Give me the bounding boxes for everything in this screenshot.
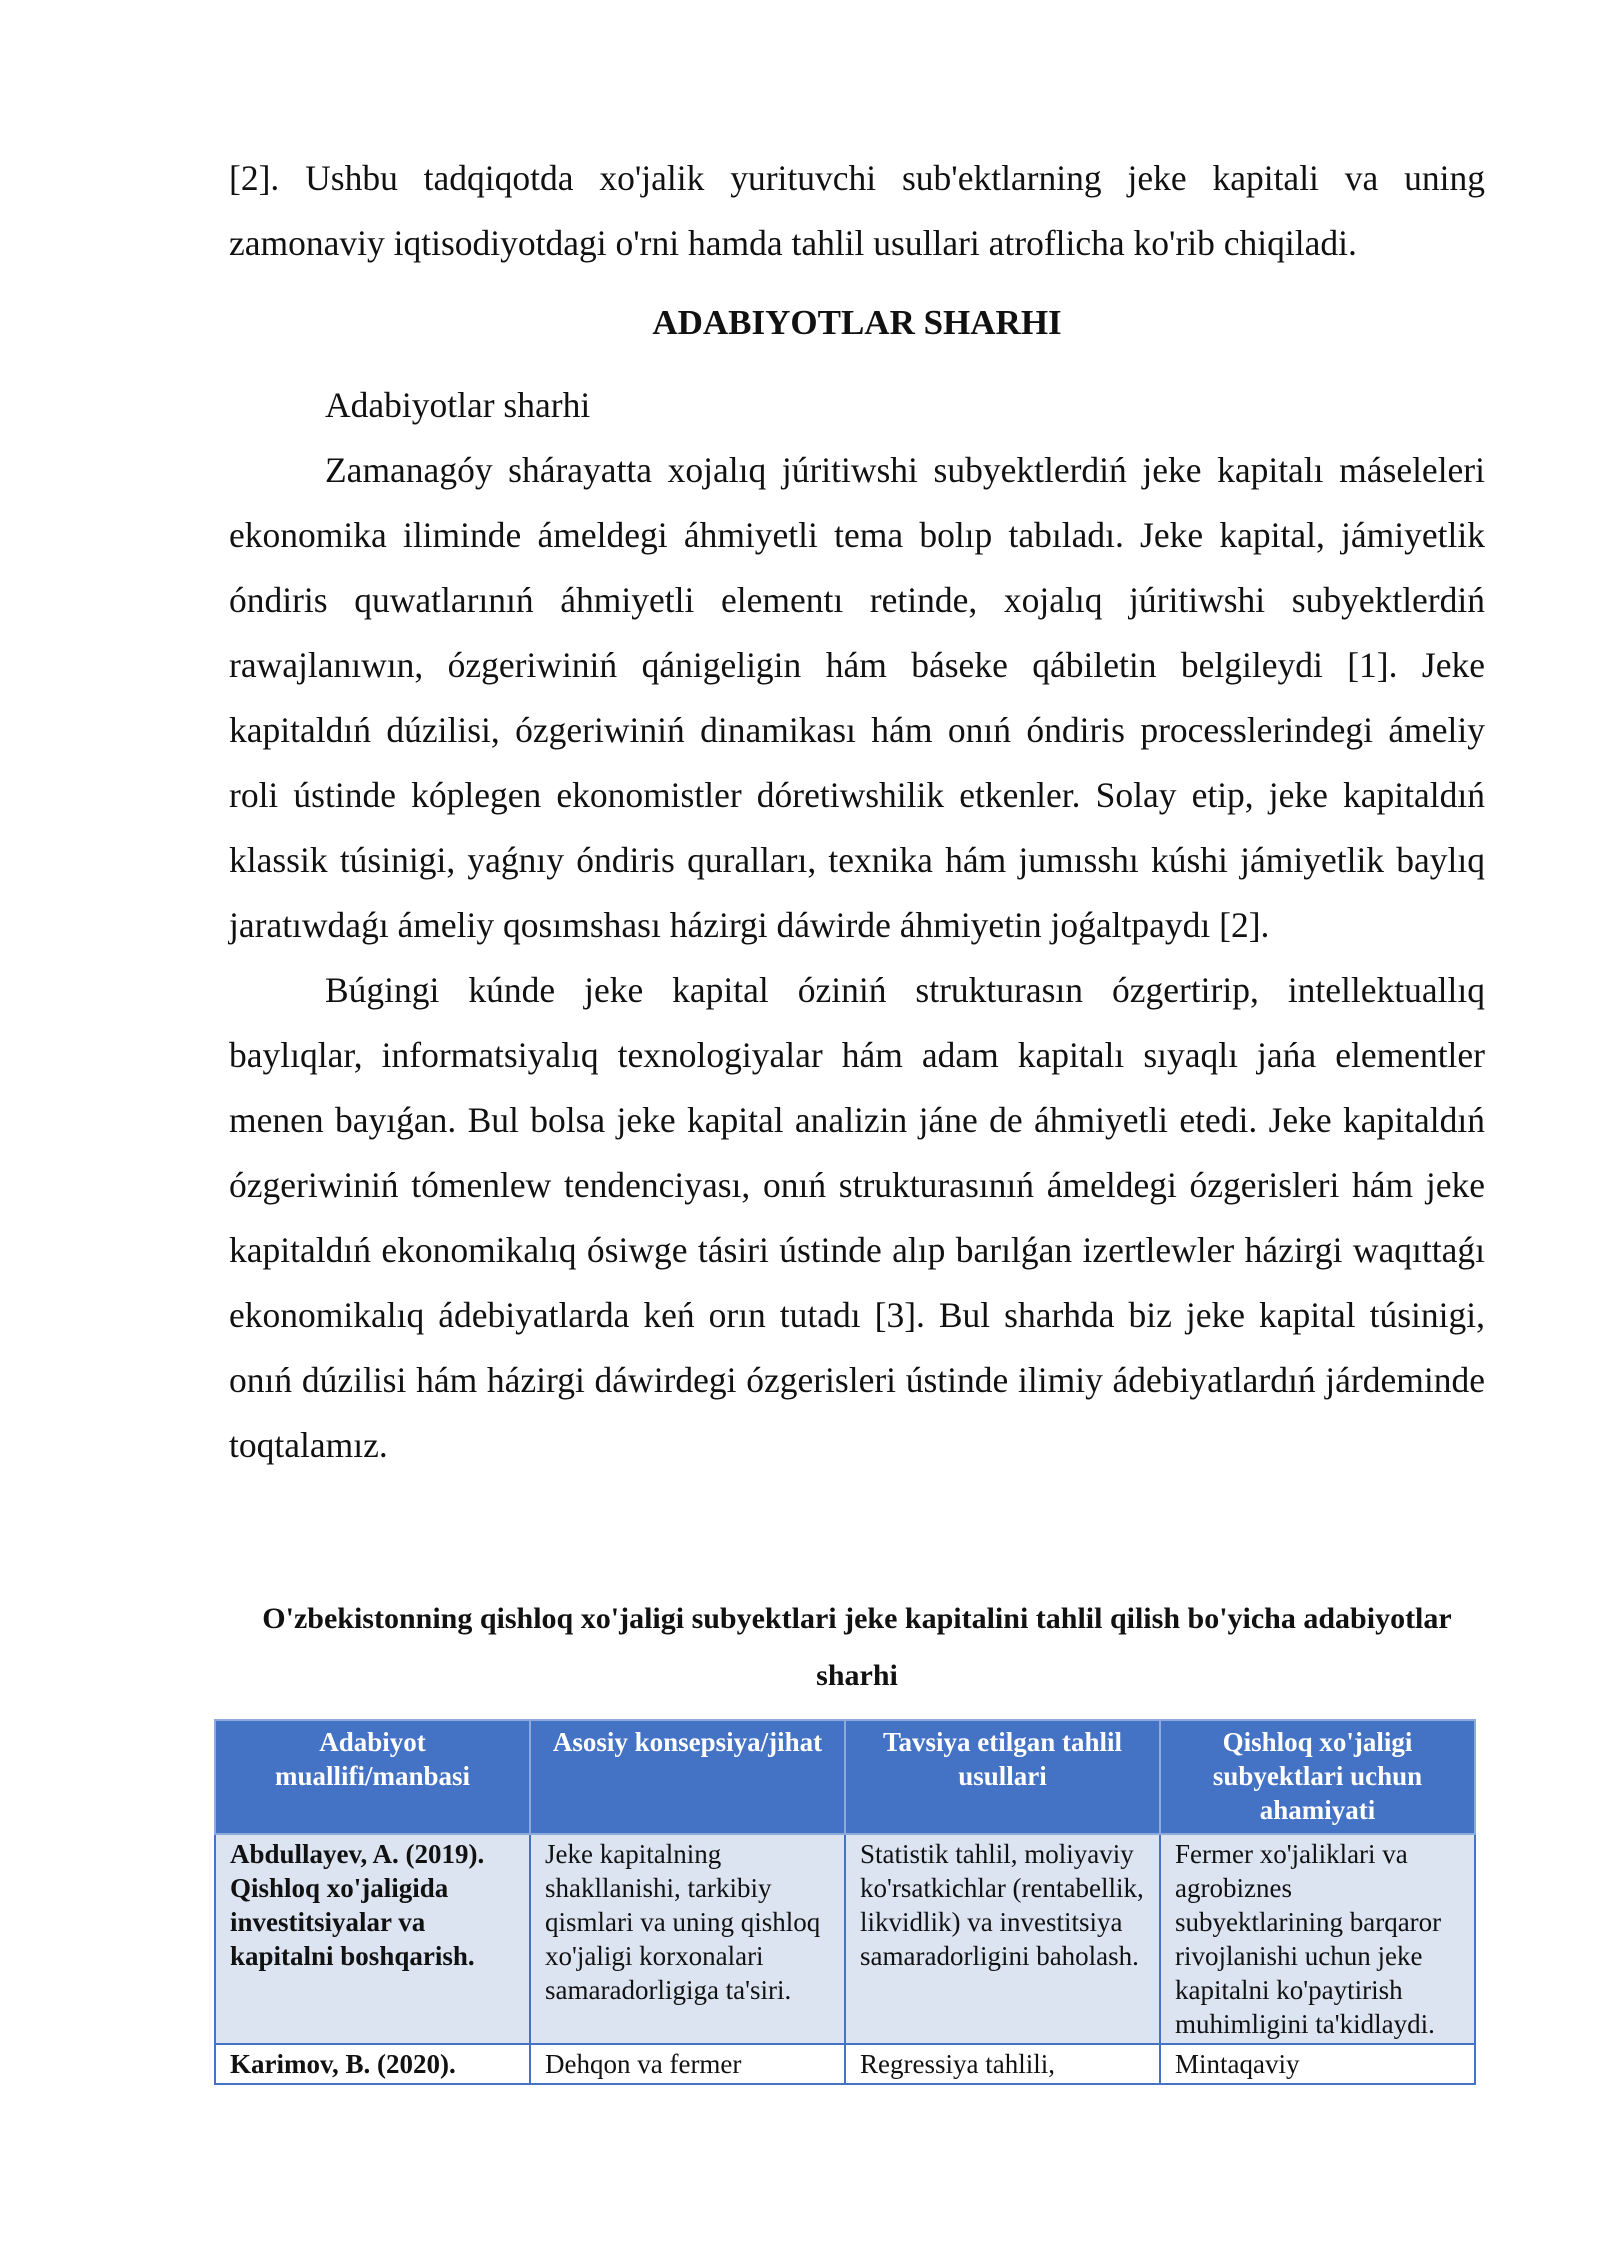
cell-concept: Jeke kapitalning shakllanishi, tarkibiy qismlari va uning qishloq xo'jaligi korxonalari samaradorligiga ta'siri. xyxy=(530,1834,845,2044)
cell-concept: Dehqon va fermer xyxy=(530,2044,845,2084)
column-header-methods: Tavsiya etilgan tahlil usullari xyxy=(845,1720,1160,1834)
section-title: ADABIYOTLAR SHARHI xyxy=(652,303,1062,342)
body-paragraph-1: Zamanagóy shárayatta xojalıq júritiwshi subyektlerdiń jeke kapitalı máseleleri ekonomika iliminde ámeldegi áhmiyetli tema bolıp tabıladı. Jeke kapital, jámiyetlik óndiris quwatlarınıń áhmiyetli elementı retinde, xojalıq júritiwshi subyektlerdiń rawajlanıwın, ózgeriwiniń qánigeligin hám báseke qábiletin belgileydi [1]. Jeke kapitaldıń dúzilisi, ózgeriwiniń dinamikası hám onıń óndiris processlerindegi ámeliy roli ústinde kóplegen ekonomistler dóretiwshilik etkenler. Solay etip, jeke kapitaldıń klassik túsinigi, yaǵnıy óndiris quralları, texnika hám jumısshı kúshi jámiyetlik baylıq jaratıwdaǵı ámeliy qosımshası házirgi dáwirde áhmiyetin joǵaltpaydı [2]. xyxy=(229,450,1485,945)
cell-methods: Statistik tahlil, moliyaviy ko'rsatkichlar (rentabellik, likvidlik) va investitsiya samaradorligini baholash. xyxy=(845,1834,1160,2044)
subheading: Adabiyotlar sharhi xyxy=(325,385,591,425)
literature-table xyxy=(214,1719,1476,2085)
body-paragraph-2: Búgingi kúnde jeke kapital óziniń strukturasın ózgertirip, intellektuallıq baylıqlar, informatsiyalıq texnologiyalar hám adam kapitalı sıyaqlı jańa elementler menen bayıǵan. Bul bolsa jeke kapital analizin jáne de áhmiyetli etedi. Jeke kapitaldıń ózgeriwiniń tómenlew tendenciyası, onıń strukturasınıń ámeldegi ózgerisleri hám jeke kapitaldıń ekonomikalıq ósiwge tásiri ústinde alıp barılǵan izertlewler házirgi waqıttaǵı ekonomikalıq ádebiyatlarda keń orın tutadı [3]. Bul sharhda biz jeke kapital túsinigi, onıń dúzilisi hám házirgi dáwirdegi ózgerisleri ústinde ilimiy ádebiyatlardıń járdeminde toqtalamız. xyxy=(229,970,1485,1465)
column-header-importance: Qishloq xo'jaligi subyektlari uchun ahamiyati xyxy=(1160,1720,1475,1834)
table-row xyxy=(215,1834,1475,2044)
cell-author: Karimov, B. (2020). xyxy=(215,2044,530,2084)
cell-importance: Mintaqaviy xyxy=(1160,2044,1475,2084)
column-header-author: Adabiyot muallifi/manbasi xyxy=(215,1720,530,1834)
table-row xyxy=(215,2044,1475,2084)
cell-methods: Regressiya tahlili, xyxy=(845,2044,1160,2084)
column-header-concept: Asosiy konsepsiya/jihat xyxy=(530,1720,845,1834)
table-caption: O'zbekistonning qishloq xo'jaligi subyektlari jeke kapitalini tahlil qilish bo'yicha adabiyotlar sharhi xyxy=(262,1602,1452,1692)
page-content xyxy=(229,146,1485,1478)
cell-author: Abdullayev, A. (2019). Qishloq xo'jaligida investitsiyalar va kapitalni boshqarish. xyxy=(215,1834,530,2044)
intro-paragraph: [2]. Ushbu tadqiqotda xo'jalik yurituvchi sub'ektlarning jeke kapitali va uning zamonaviy iqtisodiyotdagi o'rni hamda tahlil usullari atroflicha ko'rib chiqiladi. xyxy=(229,158,1485,263)
table-header-row xyxy=(215,1720,1475,1834)
cell-importance: Fermer xo'jaliklari va agrobiznes subyektlarining barqaror rivojlanishi uchun jeke kapitalni ko'paytirish muhimligini ta'kidlaydi. xyxy=(1160,1834,1475,2044)
